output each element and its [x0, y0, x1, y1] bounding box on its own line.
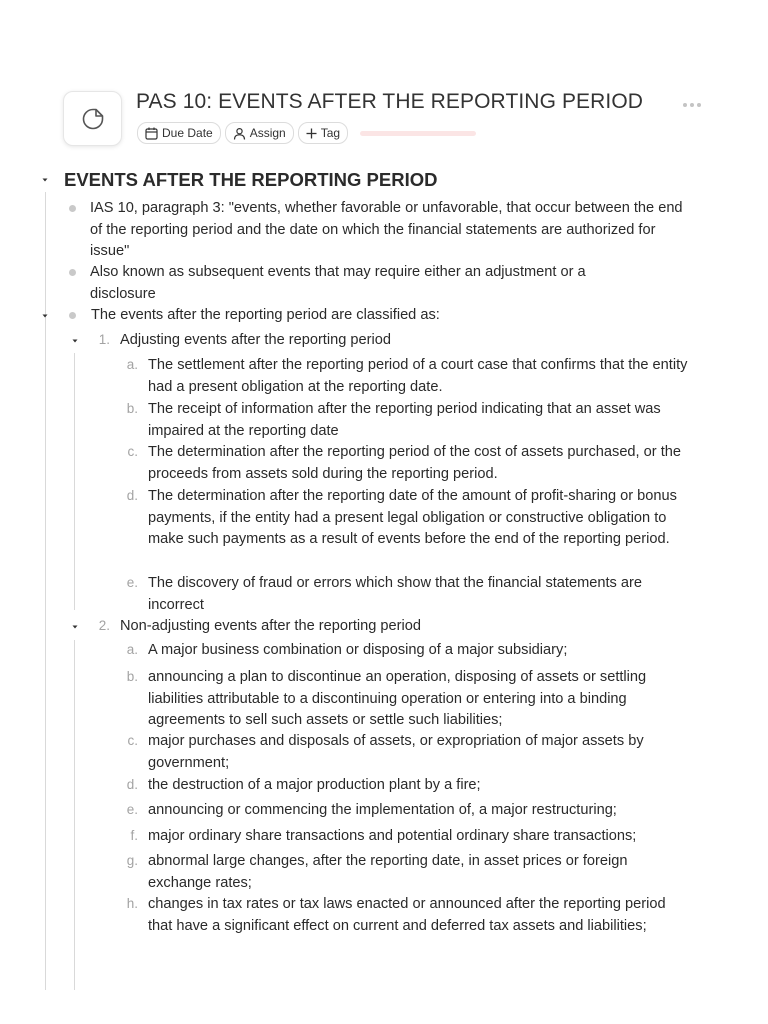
group-title[interactable]: Adjusting events after the reporting period [120, 332, 391, 348]
list-item[interactable]: The receipt of information after the reporting period indicating that an asset was impaired at the reporting date [148, 401, 661, 439]
list-letter: a. [126, 357, 138, 372]
bullet-icon [69, 205, 76, 212]
list-letter: e. [126, 802, 138, 817]
due-date-label: Due Date [162, 126, 213, 140]
collapse-toggle-icon[interactable] [40, 311, 50, 321]
person-icon [233, 127, 246, 140]
list-letter: g. [126, 853, 138, 868]
list-item[interactable]: major ordinary share transactions and potential ordinary share transactions; [148, 828, 637, 844]
list-letter: d. [126, 777, 138, 792]
list-item[interactable]: A major business combination or disposing of a major subsidiary; [148, 642, 568, 658]
tag-label: Tag [320, 126, 341, 140]
list-item[interactable]: abnormal large changes, after the reporting date, in asset prices or foreign exchange rates; [148, 853, 628, 891]
list-letter: f. [130, 828, 138, 843]
page-title[interactable]: PAS 10: EVENTS AFTER THE REPORTING PERIOD [136, 90, 644, 113]
list-item[interactable]: The events after the reporting period are classified as: [91, 307, 440, 323]
list-item[interactable]: The determination after the reporting date of the amount of profit-sharing or bonus payments, if the entity had a present legal obligation or constructive obligation to make such payments as a result of events before the end of the reporting period. [148, 488, 677, 547]
calendar-icon [145, 127, 158, 140]
page-icon-tile[interactable] [63, 91, 122, 146]
list-item[interactable]: major purchases and disposals of assets, or expropriation of major assets by government; [148, 733, 644, 771]
list-letter: c. [127, 733, 138, 748]
list-item[interactable]: announcing or commencing the implementation of, a major restructuring; [148, 802, 617, 818]
list-letter: b. [126, 669, 138, 684]
collapse-toggle-icon[interactable] [70, 336, 80, 346]
list-letter: h. [126, 896, 138, 911]
list-item[interactable]: the destruction of a major production plant by a fire; [148, 777, 481, 793]
outline-guide-line [74, 640, 75, 990]
list-number: 2. [98, 618, 110, 633]
properties-chip-row [137, 122, 476, 144]
bullet-icon [69, 269, 76, 276]
collapse-toggle-icon[interactable] [40, 175, 50, 185]
due-date-button[interactable] [137, 122, 221, 144]
list-number: 1. [98, 332, 110, 347]
progress-bar [360, 131, 476, 136]
assign-label: Assign [249, 126, 286, 140]
list-letter: a. [126, 642, 138, 657]
list-letter: c. [127, 444, 138, 459]
list-item[interactable]: The settlement after the reporting period of a court case that confirms that the entity had a present obligation at the reporting date. [148, 357, 688, 395]
list-letter: b. [126, 401, 138, 416]
list-letter: e. [126, 575, 138, 590]
list-item[interactable]: IAS 10, paragraph 3: "events, whether favorable or unfavorable, that occur between the end of the reporting period and the date on which the financial statements are authorized for issue" [90, 200, 683, 259]
collapse-toggle-icon[interactable] [70, 622, 80, 632]
list-item[interactable]: Also known as subsequent events that may require either an adjustment or a disclosure [90, 264, 586, 302]
note-page-icon [81, 107, 105, 131]
section-heading[interactable]: EVENTS AFTER THE REPORTING PERIOD [64, 169, 438, 190]
group-title[interactable]: Non-adjusting events after the reporting period [120, 618, 421, 634]
list-item[interactable]: The determination after the reporting period of the cost of assets purchased, or the proceeds from assets sold during the reporting period. [148, 444, 681, 482]
list-item[interactable]: changes in tax rates or tax laws enacted or announced after the reporting period that have a significant effect on current and deferred tax assets and liabilities; [148, 896, 666, 934]
list-letter: d. [126, 488, 138, 503]
list-item[interactable]: The discovery of fraud or errors which show that the financial statements are incorrect [148, 575, 642, 613]
tag-button[interactable] [298, 122, 348, 144]
list-item[interactable]: announcing a plan to discontinue an operation, disposing of assets or settling liabilities attributable to a discontinuing operation or entering into a binding agreements to sell such assets or settle such liabilities; [148, 669, 647, 728]
bullet-icon [69, 312, 76, 319]
plus-icon [306, 128, 317, 139]
more-options-icon[interactable] [682, 102, 702, 108]
assign-button[interactable] [225, 122, 294, 144]
outline-guide-line [74, 353, 75, 610]
